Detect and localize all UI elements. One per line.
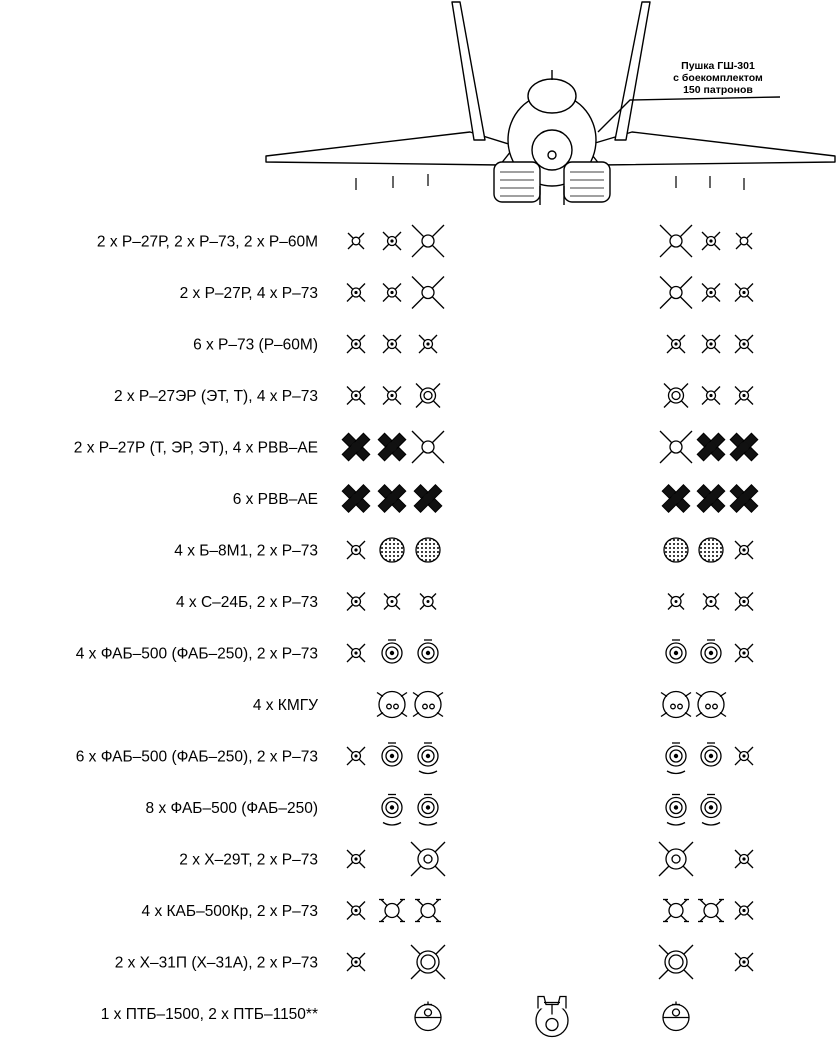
loadout-label: 4 x ФАБ–500 (ФАБ–250), 2 x Р–73 <box>75 645 318 663</box>
rvv-ae-missile-symbol <box>342 433 370 461</box>
loadout-row <box>180 277 753 309</box>
ptb-1150-tank-symbol <box>663 1002 689 1031</box>
rvv-ae-missile-symbol <box>378 433 406 461</box>
kh-31p-missile-symbol <box>411 945 445 979</box>
loadout-label: 6 x ФАБ–500 (ФАБ–250), 2 x Р–73 <box>75 748 318 766</box>
r-73-missile-symbol <box>347 747 365 765</box>
loadout-label: 4 x КАБ–500Кр, 2 x Р–73 <box>141 903 318 920</box>
r-73-missile-symbol <box>347 387 365 405</box>
loadout-row <box>142 900 753 922</box>
loadout-row <box>101 997 689 1037</box>
loadout-label: 2 x Х–31П (Х–31А), 2 x Р–73 <box>114 954 318 972</box>
r-73-missile-symbol <box>735 284 753 302</box>
left-fin <box>452 2 485 140</box>
r-73-missile-symbol <box>735 644 753 662</box>
r-73-missile-symbol <box>702 387 720 405</box>
loadout-row <box>233 485 758 513</box>
r-73-missile-symbol <box>735 902 753 920</box>
rvv-ae-missile-symbol <box>697 433 725 461</box>
kab-500kr-bomb-symbol <box>415 900 441 922</box>
rvv-ae-missile-symbol <box>342 485 370 513</box>
loadout-label: 2 x Р–27Р, 2 x Р–73, 2 x Р–60М <box>96 233 318 251</box>
r-73-missile-symbol <box>383 335 401 353</box>
rvv-ae-missile-symbol <box>697 485 725 513</box>
b-8m1-rocket-pod-symbol <box>380 538 404 562</box>
loadout-label: 1 x ПТБ–1500, 2 x ПТБ–1150** <box>100 1006 318 1023</box>
kmgu-dispenser-symbol <box>413 692 443 718</box>
loadout-row <box>76 743 753 774</box>
r-73-missile-symbol <box>419 335 437 353</box>
r-73-missile-symbol <box>347 644 365 662</box>
r-73-missile-symbol <box>383 387 401 405</box>
fab-500-bomb-pair-symbol <box>701 795 721 826</box>
loadout-row <box>74 431 758 463</box>
r-73-missile-symbol <box>702 232 720 250</box>
fab-500-bomb-symbol <box>382 743 402 766</box>
r-73-missile-symbol <box>735 541 753 559</box>
loadout-label: 6 x РВВ–АЕ <box>232 491 318 508</box>
r-73-missile-symbol <box>347 335 365 353</box>
r-60m-missile-symbol <box>736 233 752 249</box>
r-73-missile-symbol <box>347 541 365 559</box>
loadout-label: 8 x ФАБ–500 (ФАБ–250) <box>145 800 318 817</box>
loadout-label: 2 x Р–27ЭР (ЭТ, Т), 4 x Р–73 <box>113 388 318 405</box>
r-27r-missile-symbol <box>660 225 692 257</box>
r-73-missile-symbol <box>347 902 365 920</box>
loadout-label: 4 x С–24Б, 2 x Р–73 <box>175 594 318 611</box>
loadout-label: 6 x Р–73 (Р–60М) <box>193 336 318 354</box>
fab-500-bomb-pair-symbol <box>666 743 686 774</box>
loadout-label: 2 x Р–27Р, 4 x Р–73 <box>179 285 318 302</box>
s-24b-rocket-symbol <box>668 594 684 610</box>
nose-tip <box>548 151 556 159</box>
r-27er-missile-symbol <box>416 384 440 408</box>
r-73-missile-symbol <box>347 953 365 971</box>
r-73-missile-symbol <box>735 747 753 765</box>
loadout-row <box>114 384 753 408</box>
gun-callout-line-1: Пушка ГШ-301 <box>681 60 755 72</box>
loadout-row <box>179 842 753 876</box>
fab-500-bomb-symbol <box>701 640 721 663</box>
loadout-label: 4 x КМГУ <box>252 697 318 714</box>
loadout-row <box>146 795 721 826</box>
r-27r-missile-symbol <box>660 431 692 463</box>
rvv-ae-missile-symbol <box>378 485 406 513</box>
kh-29t-missile-symbol <box>411 842 445 876</box>
s-24b-rocket-symbol <box>703 594 719 610</box>
loadout-row <box>115 945 753 979</box>
fab-500-bomb-pair-symbol <box>666 795 686 826</box>
r-73-missile-symbol <box>347 593 365 611</box>
fab-500-bomb-pair-symbol <box>382 795 402 826</box>
fab-500-bomb-symbol <box>701 743 721 766</box>
b-8m1-rocket-pod-symbol <box>664 538 688 562</box>
r-73-missile-symbol <box>702 335 720 353</box>
r-73-missile-symbol <box>383 284 401 302</box>
loadout-rows <box>74 225 758 1037</box>
rvv-ae-missile-symbol <box>662 485 690 513</box>
r-27r-missile-symbol <box>412 277 444 309</box>
r-73-missile-symbol <box>667 335 685 353</box>
loadout-row <box>76 640 753 663</box>
r-27r-missile-symbol <box>412 431 444 463</box>
kmgu-dispenser-symbol <box>696 692 726 718</box>
r-73-missile-symbol <box>735 335 753 353</box>
kmgu-dispenser-symbol <box>661 692 691 718</box>
ptb-1500-tank-symbol <box>536 997 568 1037</box>
r-27er-missile-symbol <box>664 384 688 408</box>
rvv-ae-missile-symbol <box>730 485 758 513</box>
r-60m-missile-symbol <box>348 233 364 249</box>
r-27r-missile-symbol <box>412 225 444 257</box>
r-73-missile-symbol <box>735 953 753 971</box>
loadout-row <box>97 225 752 257</box>
aircraft-front-view <box>266 2 835 205</box>
kh-31p-missile-symbol <box>659 945 693 979</box>
canopy <box>528 79 576 113</box>
loadout-row <box>193 335 753 354</box>
fab-500-bomb-pair-symbol <box>418 795 438 826</box>
kab-500kr-bomb-symbol <box>379 900 405 922</box>
r-73-missile-symbol <box>735 387 753 405</box>
fab-500-bomb-symbol <box>382 640 402 663</box>
r-73-missile-symbol <box>702 284 720 302</box>
kab-500kr-bomb-symbol <box>663 900 689 922</box>
ptb-1150-tank-symbol <box>415 1002 441 1031</box>
loadout-label: 2 x Х–29Т, 2 x Р–73 <box>179 851 318 869</box>
fab-500-bomb-pair-symbol <box>418 743 438 774</box>
right-fin <box>615 2 650 140</box>
r-73-missile-symbol <box>735 850 753 868</box>
gun-callout-line-3: 150 патронов <box>683 84 753 96</box>
loadout-row <box>176 593 753 612</box>
kmgu-dispenser-symbol <box>377 692 407 718</box>
loadout-row <box>253 692 726 718</box>
fab-500-bomb-symbol <box>666 640 686 663</box>
r-27r-missile-symbol <box>660 277 692 309</box>
kab-500kr-bomb-symbol <box>698 900 724 922</box>
b-8m1-rocket-pod-symbol <box>416 538 440 562</box>
s-24b-rocket-symbol <box>420 594 436 610</box>
r-73-missile-symbol <box>347 284 365 302</box>
b-8m1-rocket-pod-symbol <box>699 538 723 562</box>
loadout-label: 4 x Б–8М1, 2 x Р–73 <box>174 542 318 560</box>
gun-callout-line-2: с боекомплектом <box>673 72 763 84</box>
r-73-missile-symbol <box>735 593 753 611</box>
kh-29t-missile-symbol <box>659 842 693 876</box>
fab-500-bomb-symbol <box>418 640 438 663</box>
r-73-missile-symbol <box>383 232 401 250</box>
loadout-label: 2 x Р–27Р (Т, ЭР, ЭТ), 4 x РВВ–АЕ <box>73 439 318 457</box>
rvv-ae-missile-symbol <box>414 485 442 513</box>
r-73-missile-symbol <box>347 850 365 868</box>
s-24b-rocket-symbol <box>384 594 400 610</box>
rvv-ae-missile-symbol <box>730 433 758 461</box>
loadout-row <box>174 538 753 562</box>
